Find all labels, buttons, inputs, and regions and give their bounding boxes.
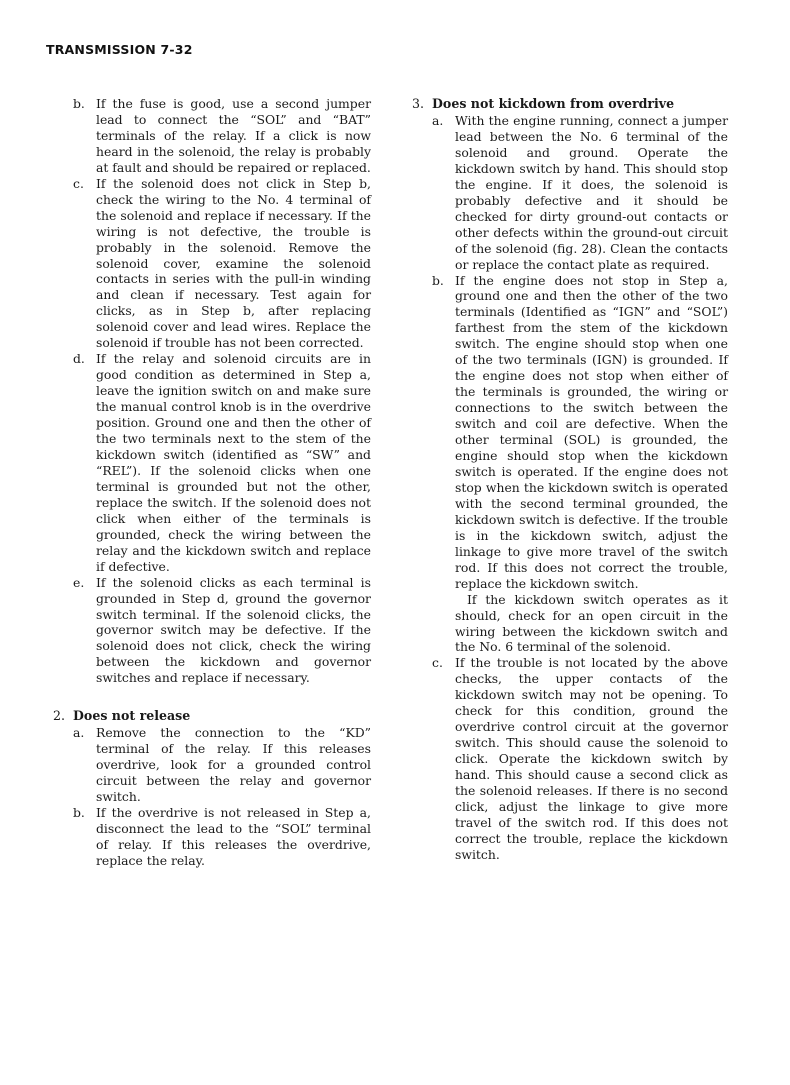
step-b [73,96,371,176]
step-text: If the engine does not stop in Step a, ground one and then the other of the two terminals (Identified as “IGN” and “SOL”) farthest from the stem of the kickdown switch. The engine should stop when one of the two terminals (IGN) is grounded. If the engine does not stop when either of the terminals is grounded, the wiring or connections to the switch between the switch and coil are defective. When the other terminal (SOL) is grounded, the engine should stop when the kickdown switch is operated. If the engine does not stop when the kickdown switch is operated with the second terminal grounded, the kickdown switch is defective. If the trouble is in the kickdown switch, adjust the linkage to give more travel of the switch rod. If this does not correct the trouble, replace the kickdown switch. [455,272,728,591]
section-title: Does not kickdown from overdrive [432,96,675,111]
section-3-note-paragraph: If the kickdown switch operates as it should, check for an open circuit in the wiring between the kickdown switch and the No. 6 terminal of the solenoid. [455,591,728,655]
section-2-step-a [73,725,371,805]
step-letter: e. [73,574,85,590]
section-number: 2. [53,708,66,724]
section-3-step-c [432,655,728,862]
step-text: If the solenoid clicks as each terminal is grounded in Step d, ground the governor switch terminal. If the solenoid clicks, the governor switch may be defective. If the solenoid does not click, check the wiring between the kickdown and governor switches and replace if necessary. [96,574,371,686]
section-number: 3. [412,96,425,111]
step-text: If the solenoid does not click in Step b, check the wiring to the No. 4 terminal of the solenoid and replace if necessary. If the wiring is not defective, the trouble is probably in the solenoid. Remove the solenoid cover, examine the solenoid contacts in series with the pull-in winding and clean if necessary. Test again for clicks, as in Step b, after replacing solenoid cover and lead wires. Replace the solenoid if trouble has not been corrected. [96,175,371,351]
page-header: TRANSMISSION 7-32 [46,42,193,57]
section-2-heading [53,708,371,724]
step-e [73,575,371,687]
section-3-step-a [432,113,728,273]
step-d [73,351,371,574]
step-letter: b. [73,805,85,821]
step-text: If the trouble is not located by the above checks, the upper contacts of the kickdown switch may not be opening. To check for this condition, ground the overdrive control circuit at the governor switch. This should cause the solenoid to click. Operate the kickdown switch by hand. This should cause a second click as the solenoid releases. If there is no second click, adjust the linkage to give more travel of the switch rod. If this does not correct the trouble, replace the kickdown switch. [455,655,728,862]
step-text: With the engine running, connect a jumper lead between the No. 6 terminal of the solenoid and ground. Operate the kickdown switch by hand. This should stop the engine. If it does, the solenoid is probably defective and it should be checked for dirty ground-out contacts or other defects within the ground-out circuit of the solenoid (fig. 28). Clean the contacts or replace the contact plate as required. [455,113,728,272]
step-c [73,176,371,351]
section-title: Does not release [73,708,191,724]
step-letter: a. [73,725,85,741]
section-3-step-b [432,273,728,592]
step-letter: b. [432,272,444,288]
step-letter: a. [432,113,444,128]
step-text: If the relay and solenoid circuits are in good condition as determined in Step a, leave the ignition switch on and make sure the manual control knob is in the overdrive position. Ground one and then the other of the two terminals next to the stem of the kickdown switch (identified as “SW” and “REL”). If the solenoid clicks when one terminal is grounded but not the other, replace the switch. If the solenoid does not click when either of the terminals is grounded, check the wiring between the relay and the kickdown switch and replace if defective. [96,351,371,574]
step-text: If the fuse is good, use a second jumper lead to connect the “SOL” and “BAT” terminals of the relay. If a click is now heard in the solenoid, the relay is probably at fault and should be repaired or replaced. [96,96,371,175]
step-letter: b. [73,96,85,111]
section-3-heading [412,96,728,112]
step-letter: c. [73,175,84,191]
left-column [53,96,371,869]
right-column [412,96,728,863]
step-letter: d. [73,351,85,367]
step-letter: c. [432,655,443,671]
step-text: If the overdrive is not released in Step a, disconnect the lead to the “SOL” terminal of relay. If this releases the overdrive, replace the relay. [96,805,371,868]
step-text: Remove the connection to the “KD” terminal of the relay. If this releases overdrive, look for a grounded control circuit between the relay and governor switch. [96,725,371,805]
section-2-step-b [73,805,371,869]
